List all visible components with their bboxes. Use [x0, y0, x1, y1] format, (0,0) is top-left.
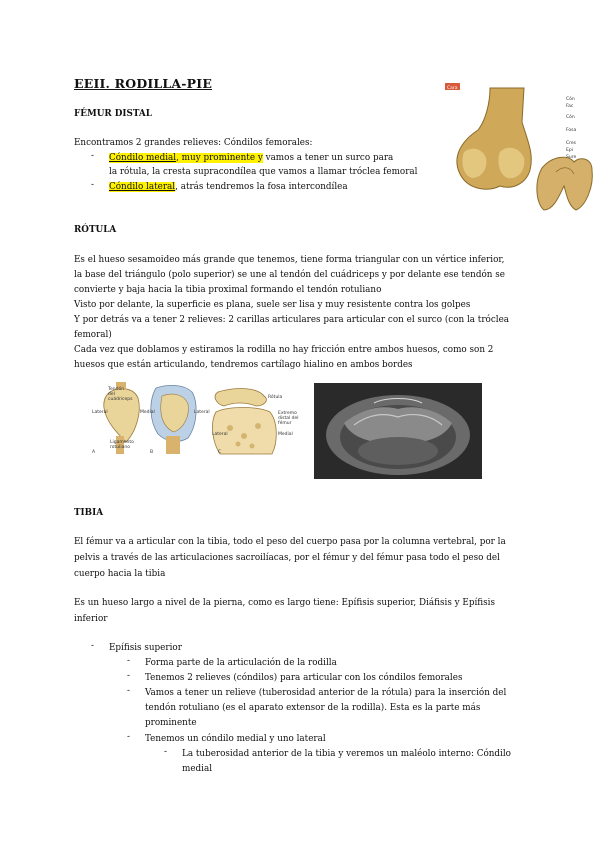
tibia-para1-line: El fémur va a articular con la tibia, todo el peso del cuerpo pasa por la columna vertebral, por la [74, 537, 506, 547]
bullet-dash: - [91, 641, 94, 651]
rotula-line: femoral) [74, 330, 112, 340]
femur-item-lateral [109, 180, 348, 195]
highlight-condilo-lateral: Cóndilo lateral [109, 182, 176, 192]
figure-tag: Cara [447, 86, 458, 91]
tibia-sub-item-4: Tenemos un cóndilo medial y uno lateral [145, 734, 326, 744]
tibia-sub-item-3: Vamos a tener un relieve (tuberosidad anterior de la rótula) para la inserción del [145, 688, 507, 698]
patella-label-c: C [218, 450, 222, 455]
femur-fig-label: Cres [566, 141, 577, 146]
tibia-subsub-item-line2: medial [182, 764, 213, 774]
rotula-line: convierte y baja hacia la tibia proximal formando el tendón rotuliano [74, 285, 382, 295]
femur-fig-label: Fosa [566, 128, 577, 133]
femur-fig-label: Cón [566, 97, 575, 102]
section-heading-femur: FÉMUR DISTAL [74, 109, 152, 119]
femur-item-medial [109, 151, 393, 166]
femur-item-lateral-rest: , atrás tendremos la fosa intercondílea [175, 182, 348, 192]
tibia-para2-line: inferior [74, 614, 108, 624]
bullet-dash: - [164, 747, 167, 757]
patella-label-ligament: Ligamento rotuliano [110, 440, 134, 450]
tibia-sub-item: Forma parte de la articulación de la rodilla [145, 658, 337, 668]
patella-label-lateral: Lateral [92, 410, 108, 415]
rotula-line: Es el hueso sesamoideo más grande que tenemos, tiene forma triangular con un vértice inferior, [74, 255, 505, 265]
rotula-line: huesos que están articulando, tendremos cartílago hialino en ambos bordes [74, 360, 413, 370]
rotula-line: la base del triángulo (polo superior) se une al tendón del cuádriceps y por delante ese tendón se [74, 270, 505, 280]
tibia-sub-item-3-line2: tendón rotuliano (es el aparato extensor de la rodilla). Esta es la parte más [145, 703, 481, 713]
patella-label-rotula: Rótula [268, 395, 283, 400]
femur-fig-label: Fac [566, 104, 574, 109]
bullet-dash: - [127, 732, 130, 742]
tibia-para1-line: cuerpo hacia la tibia [74, 569, 166, 579]
section-heading-tibia: TIBIA [74, 508, 104, 518]
femur-intro: Encontramos 2 grandes relieves: Cóndilos femorales: [74, 138, 313, 148]
tibia-subsub-item: La tuberosidad anterior de la tibia y veremos un maléolo interno: Cóndilo [182, 749, 511, 759]
page-title: EEII. RODILLA-PIE [74, 76, 213, 91]
femur-illustration [442, 82, 600, 217]
femur-fig-label: Epi [566, 148, 573, 153]
tibia-para2-line: Es un hueso largo a nivel de la pierna, como es largo tiene: Epífisis superior, Diáfisis y Epífisis [74, 598, 495, 608]
tibia-sub-item-3-line3: prominente [145, 718, 197, 728]
bullet-dash: - [127, 671, 130, 681]
patella-label-lateral-3: Lateral [212, 432, 228, 437]
femur-fig-label: Cón [566, 115, 575, 120]
highlight-prominente: , muy prominente y [176, 153, 263, 163]
patella-label-lateral-2: Lateral [194, 410, 210, 415]
tibia-para1-line: pelvis a través de las articulaciones sacroilíacas, por el fémur y del fémur pasa todo el peso del [74, 553, 500, 563]
bullet-dash: - [91, 151, 94, 161]
tibia-sub-item: Tenemos 2 relieves (cóndilos) para articular con los cóndilos femorales [145, 673, 463, 683]
bullet-dash: - [91, 180, 94, 190]
bullet-dash: - [127, 686, 130, 696]
tibia-bullet: Epífisis superior [109, 643, 182, 653]
femur-fig-label: Sure [566, 155, 577, 160]
knee-mri-image [314, 383, 482, 479]
rotula-line: Y por detrás va a tener 2 relieves: 2 carillas articulares para articular con el surco (con la tróclea [74, 315, 510, 325]
section-heading-rotula: RÓTULA [74, 225, 117, 235]
patella-label-a: A [92, 450, 96, 455]
patella-label-medial-2: Medial [278, 432, 293, 437]
rotula-line: Cada vez que doblamos y estiramos la rodilla no hay fricción entre ambos huesos, como son 2 [74, 345, 494, 355]
femur-item-medial-line2: la rótula, la cresta supracondílea que vamos a llamar tróclea femoral [109, 167, 418, 177]
patella-label-medial: Medial [140, 410, 155, 415]
highlight-condilo-medial: Cóndilo medial [109, 153, 177, 163]
patella-label-b: B [150, 450, 154, 455]
patella-label-tendon: Tendón del cuádriceps [108, 387, 133, 402]
femur-item-medial-rest: vamos a tener un surco para [262, 153, 394, 163]
rotula-line: Visto por delante, la superficie es plana, suele ser lisa y muy resistente contra los golpes [74, 300, 471, 310]
patella-label-femur-end: Extremo distal del fémur [278, 411, 299, 426]
bullet-dash: - [127, 656, 130, 666]
